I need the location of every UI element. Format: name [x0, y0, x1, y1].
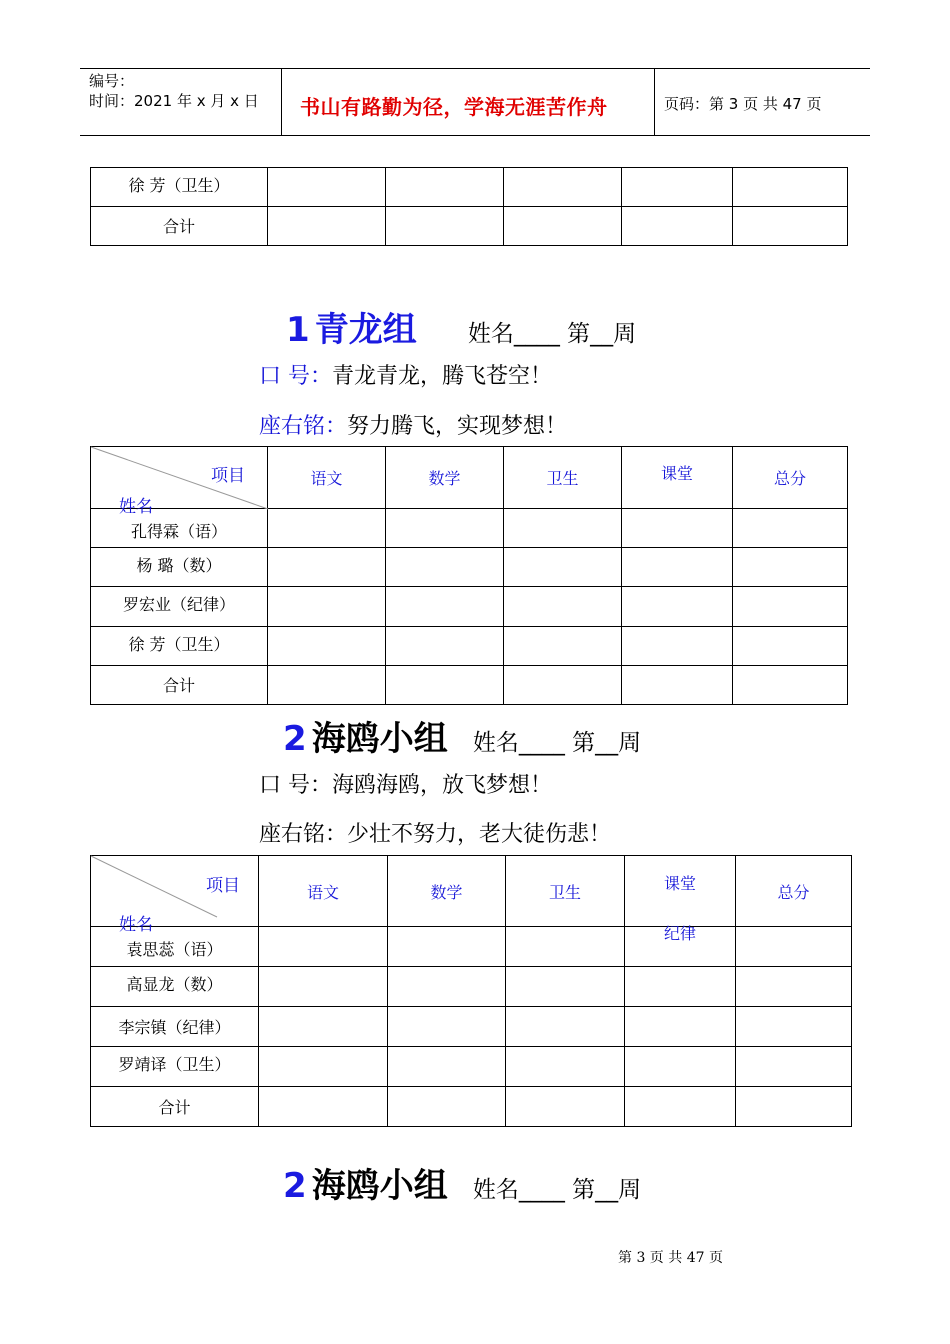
score-cell[interactable]	[506, 967, 625, 1007]
score-cell[interactable]	[504, 207, 622, 246]
score-cell[interactable]	[736, 1087, 852, 1127]
score-cell[interactable]	[625, 1047, 736, 1087]
score-cell[interactable]	[622, 627, 733, 666]
group-number: 1	[286, 310, 310, 350]
column-header-cut-text: 纪律	[663, 924, 696, 943]
header-divider	[281, 68, 282, 136]
member-name: 袁思蕊（语）	[91, 927, 259, 967]
score-cell[interactable]	[622, 587, 733, 627]
score-cell[interactable]	[268, 168, 386, 207]
page-footer: 第 3 页 共 47 页	[618, 1250, 723, 1266]
score-cell[interactable]	[736, 1007, 852, 1047]
header-motto: 书山有路勤为径，学海无涯苦作舟	[300, 95, 608, 119]
member-name: 孔得霖（语）	[91, 509, 268, 548]
column-header: 数学	[386, 447, 504, 509]
column-header: 语文	[259, 856, 388, 927]
group-fill-line: 姓名____ 第__周	[472, 1177, 642, 1203]
member-name: 罗宏业（纪律）	[91, 587, 268, 627]
score-cell[interactable]	[733, 587, 848, 627]
score-cell[interactable]	[625, 967, 736, 1007]
column-header	[625, 856, 736, 943]
score-cell[interactable]	[506, 927, 625, 967]
score-cell[interactable]	[622, 548, 733, 587]
total-label: 合计	[91, 207, 268, 246]
column-header: 总分	[733, 447, 848, 509]
score-cell[interactable]	[736, 1047, 852, 1087]
time-label: 时间：2021 年 x 月 x 日	[89, 92, 259, 110]
group-title	[283, 1158, 641, 1207]
column-header: 卫生	[506, 856, 625, 927]
score-cell[interactable]	[268, 207, 386, 246]
column-header-label: 课堂	[663, 874, 696, 893]
score-cell[interactable]	[268, 587, 386, 627]
score-cell[interactable]	[506, 1007, 625, 1047]
score-cell[interactable]	[268, 548, 386, 587]
member-name: 罗靖译（卫生）	[91, 1047, 259, 1087]
group-name: 海鸥小组	[311, 1166, 448, 1206]
column-header: 课堂	[622, 447, 733, 509]
score-cell[interactable]	[259, 967, 388, 1007]
score-cell[interactable]	[268, 627, 386, 666]
number-label: 编号：	[89, 72, 135, 90]
header-bottom-rule	[80, 135, 870, 136]
score-cell[interactable]	[386, 666, 504, 705]
slogan-text: 海鸥海鸥，放飞梦想！	[332, 773, 553, 798]
score-cell[interactable]	[506, 1087, 625, 1127]
score-cell[interactable]	[386, 168, 504, 207]
score-cell[interactable]	[733, 548, 848, 587]
score-cell[interactable]	[625, 1087, 736, 1127]
group-motto	[259, 817, 611, 848]
score-cell[interactable]	[259, 927, 388, 967]
score-cell[interactable]	[736, 927, 852, 967]
score-cell[interactable]	[259, 1007, 388, 1047]
total-label: 合计	[91, 1087, 259, 1127]
score-cell[interactable]	[386, 548, 504, 587]
score-cell[interactable]	[268, 666, 386, 705]
score-cell[interactable]	[622, 168, 733, 207]
corner-project-label: 项目	[211, 466, 245, 486]
corner-name-label: 姓名	[119, 497, 153, 517]
corner-project-label: 项目	[206, 876, 240, 896]
score-cell[interactable]	[259, 1047, 388, 1087]
score-cell[interactable]	[388, 1007, 506, 1047]
motto-text: 少壮不努力，老大徒伤悲！	[347, 822, 612, 847]
corner-name-label: 姓名	[119, 915, 153, 935]
score-cell[interactable]	[268, 509, 386, 548]
score-cell[interactable]	[386, 509, 504, 548]
score-cell[interactable]	[733, 666, 848, 705]
score-cell[interactable]	[622, 207, 733, 246]
group-name: 青龙组	[314, 310, 417, 350]
score-cell[interactable]	[504, 548, 622, 587]
score-cell[interactable]	[733, 168, 848, 207]
score-cell[interactable]	[622, 509, 733, 548]
score-cell[interactable]	[504, 509, 622, 548]
column-header: 数学	[388, 856, 506, 927]
score-cell[interactable]	[388, 967, 506, 1007]
score-cell[interactable]	[733, 627, 848, 666]
score-table-continued	[90, 167, 848, 246]
score-table-group-1	[90, 446, 848, 705]
group-title	[286, 302, 636, 351]
score-cell[interactable]	[504, 666, 622, 705]
group-number: 2	[283, 719, 307, 759]
group-name: 海鸥小组	[311, 719, 448, 759]
score-cell[interactable]	[388, 1087, 506, 1127]
group-slogan	[259, 359, 552, 390]
header-top-rule	[80, 68, 870, 69]
score-cell[interactable]	[386, 627, 504, 666]
column-header: 总分	[736, 856, 852, 927]
score-cell[interactable]	[736, 967, 852, 1007]
corner-header	[91, 856, 259, 935]
header-meta	[89, 71, 259, 111]
member-name: 徐 芳（卫生）	[91, 627, 268, 666]
score-cell[interactable]	[386, 587, 504, 627]
score-table-group-2	[90, 855, 852, 1127]
motto-label: 座右铭：	[259, 414, 348, 439]
score-cell[interactable]	[506, 1047, 625, 1087]
score-cell[interactable]	[504, 168, 622, 207]
score-cell[interactable]	[733, 207, 848, 246]
column-header: 语文	[268, 447, 386, 509]
score-cell[interactable]	[733, 509, 848, 548]
score-cell[interactable]	[386, 207, 504, 246]
member-name: 杨 璐（数）	[91, 548, 268, 587]
slogan-label: 口 号：	[259, 773, 332, 798]
group-slogan	[259, 768, 552, 799]
member-name: 高显龙（数）	[91, 967, 259, 1007]
corner-header	[91, 447, 268, 517]
column-header: 卫生	[504, 447, 622, 509]
score-cell[interactable]	[259, 1087, 388, 1127]
slogan-label: 口 号：	[259, 364, 332, 389]
score-cell[interactable]	[504, 587, 622, 627]
motto-label: 座右铭：	[259, 822, 348, 847]
group-fill-line: 姓名____ 第__周	[467, 321, 637, 347]
motto-text: 努力腾飞，实现梦想！	[347, 414, 568, 439]
score-cell[interactable]	[388, 927, 506, 967]
member-name: 李宗镇（纪律）	[91, 1007, 259, 1047]
score-cell[interactable]	[504, 627, 622, 666]
group-motto	[259, 409, 567, 440]
slogan-text: 青龙青龙，腾飞苍空！	[332, 364, 553, 389]
group-number: 2	[283, 1166, 307, 1206]
header-divider	[654, 68, 655, 136]
header-page-info: 页码：第 3 页 共 47 页	[664, 95, 822, 113]
score-cell[interactable]	[622, 666, 733, 705]
group-fill-line: 姓名____ 第__周	[472, 730, 642, 756]
total-label: 合计	[91, 666, 268, 705]
group-title	[283, 711, 641, 760]
score-cell[interactable]	[388, 1047, 506, 1087]
member-name: 徐 芳（卫生）	[91, 168, 268, 207]
score-cell[interactable]	[625, 1007, 736, 1047]
